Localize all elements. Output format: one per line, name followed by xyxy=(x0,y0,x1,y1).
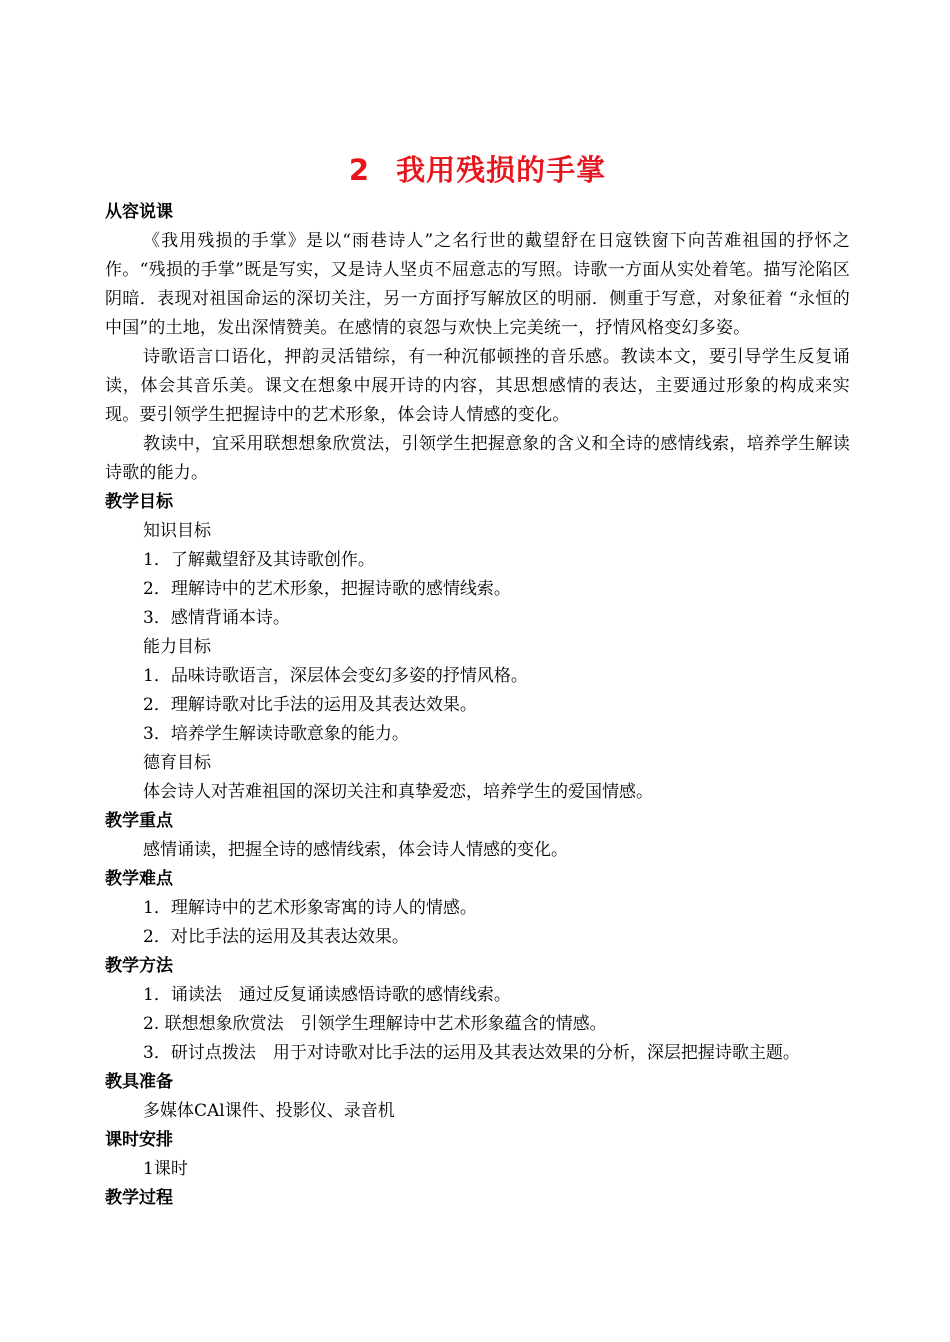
method-item: 3．研讨点拨法 用于对诗歌对比手法的运用及其表达效果的分析，深层把握诗歌主题。 xyxy=(143,1043,800,1063)
knowledge-goal-item: 3．感情背诵本诗。 xyxy=(143,608,290,628)
ability-goal-item: 1．品味诗歌语言，深层体会变幻多姿的抒情风格。 xyxy=(143,666,528,686)
section-heading-goals: 教学目标 xyxy=(105,492,173,512)
document-page xyxy=(105,148,850,1213)
knowledge-goal-item: 2．理解诗中的艺术形象，把握诗歌的感情线索。 xyxy=(143,579,511,599)
lesson-number: 2 xyxy=(348,153,371,187)
ability-goal-item: 2．理解诗歌对比手法的运用及其表达效果。 xyxy=(143,695,477,715)
section-heading-key-points: 教学重点 xyxy=(105,811,173,831)
section-heading-difficulties: 教学难点 xyxy=(105,869,173,889)
section-heading-schedule: 课时安排 xyxy=(105,1130,173,1150)
section-heading-intro: 从容说课 xyxy=(105,202,173,222)
intro-paragraph: 诗歌语言口语化，押韵灵活错综，有一种沉郁顿挫的音乐感。教读本文，要引导学生反复诵读，体会其音乐美。课文在想象中展开诗的内容，其思想感情的表达，主要通过形象的构成来实现。要引领学生把握诗中的艺术形象，体会诗人情感的变化。 xyxy=(105,347,850,425)
section-heading-process: 教学过程 xyxy=(105,1188,173,1208)
moral-goal-text: 体会诗人对苦难祖国的深切关注和真挚爱恋，培养学生的爱国情感。 xyxy=(143,782,653,802)
section-heading-methods: 教学方法 xyxy=(105,956,173,976)
section-heading-tools: 教具准备 xyxy=(105,1072,173,1092)
difficulty-item: 1．理解诗中的艺术形象寄寓的诗人的情感。 xyxy=(143,898,477,918)
ability-goals-label: 能力目标 xyxy=(143,637,211,657)
method-item: 1．诵读法 通过反复诵读感悟诗歌的感情线索。 xyxy=(143,985,511,1005)
schedule-text: 1课时 xyxy=(143,1159,188,1179)
ability-goal-item: 3．培养学生解读诗歌意象的能力。 xyxy=(143,724,409,744)
method-item: 2. 联想想象欣赏法 引领学生理解诗中艺术形象蕴含的情感。 xyxy=(143,1014,607,1034)
difficulty-item: 2．对比手法的运用及其表达效果。 xyxy=(143,927,409,947)
page-title xyxy=(105,148,850,192)
lesson-title: 我用残损的手掌 xyxy=(396,153,607,187)
key-points-text: 感情诵读，把握全诗的感情线索，体会诗人情感的变化。 xyxy=(143,840,568,860)
moral-goals-label: 德育目标 xyxy=(143,753,211,773)
knowledge-goals-label: 知识目标 xyxy=(143,521,211,541)
intro-paragraph: 《我用残损的手掌》是以“雨巷诗人”之名行世的戴望舒在日寇铁窗下向苦难祖国的抒怀之作。“残损的手掌”既是写实，又是诗人坚贞不屈意志的写照。诗歌一方面从实处着笔。描写沦陷区阴暗．表现对祖国命运的深切关注，另一方面抒写解放区的明丽．侧重于写意，对象征着 “永恒的中国”的土地，发出深情赞美。在感情的哀怨与欢快上完美统一，抒情风格变幻多姿。 xyxy=(105,231,850,338)
intro-paragraph: 教读中，宜采用联想想象欣赏法，引领学生把握意象的含义和全诗的感情线索，培养学生解读诗歌的能力。 xyxy=(105,434,850,483)
knowledge-goal-item: 1．了解戴望舒及其诗歌创作。 xyxy=(143,550,375,570)
tools-text: 多媒体CAl课件、投影仪、录音机 xyxy=(143,1101,395,1121)
